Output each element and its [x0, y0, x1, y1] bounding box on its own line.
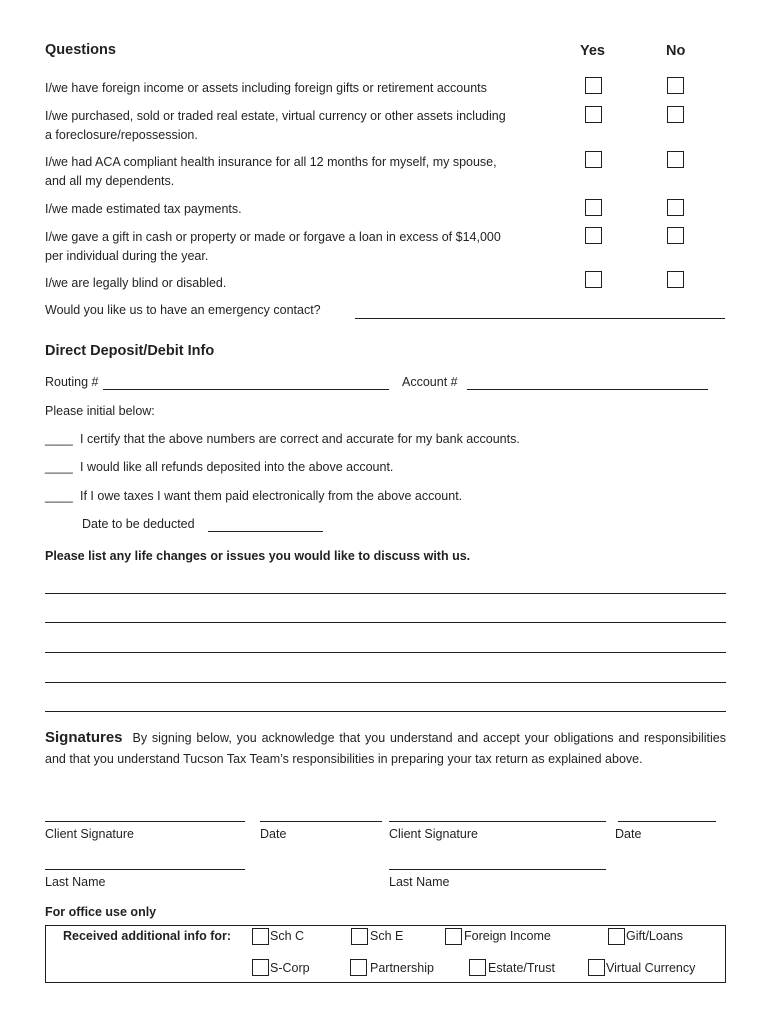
initial-blank-refunds[interactable]: ____ [45, 460, 73, 474]
certify-statement: I certify that the above numbers are correct and accurate for my bank accounts. [80, 432, 520, 446]
virtual-currency-checkbox[interactable] [588, 959, 605, 976]
estate-trust-checkbox[interactable] [469, 959, 486, 976]
no-checkbox-foreign-income[interactable] [667, 77, 684, 94]
received-info-label: Received additional info for: [63, 929, 232, 943]
sch-c-checkbox[interactable] [252, 928, 269, 945]
yes-checkbox-gift-loan[interactable] [585, 227, 602, 244]
emergency-contact-line[interactable] [355, 318, 725, 319]
signatures-heading: Signatures [45, 729, 123, 746]
question-estimated-tax: I/we made estimated tax payments. [45, 202, 242, 216]
refunds-statement: I would like all refunds deposited into the above account. [80, 460, 394, 474]
date-2-line[interactable] [618, 821, 716, 822]
sch-e-checkbox[interactable] [351, 928, 368, 945]
yes-checkbox-blind-disabled[interactable] [585, 271, 602, 288]
signatures-paragraph [45, 727, 726, 770]
virtual-currency-label: Virtual Currency [606, 961, 696, 975]
client-signature-1-line[interactable] [45, 821, 245, 822]
client-signature-2-label: Client Signature [389, 827, 478, 841]
question-health-insurance: I/we had ACA compliant health insurance for all 12 months for myself, my spouse, and all my dependents. [45, 155, 497, 188]
yes-checkbox-health-insurance[interactable] [585, 151, 602, 168]
life-changes-line[interactable] [45, 593, 726, 594]
life-changes-line[interactable] [45, 652, 726, 653]
date-deducted-line[interactable] [208, 531, 323, 532]
life-changes-line[interactable] [45, 622, 726, 623]
initial-prompt: Please initial below: [45, 404, 155, 418]
initial-blank-certify[interactable]: ____ [45, 432, 73, 446]
foreign-income-label: Foreign Income [464, 929, 551, 943]
office-use-box [45, 925, 726, 983]
gift-loans-checkbox[interactable] [608, 928, 625, 945]
yes-checkbox-estimated-tax[interactable] [585, 199, 602, 216]
date-deducted-label: Date to be deducted [82, 517, 195, 531]
partnership-checkbox[interactable] [350, 959, 367, 976]
foreign-income-checkbox[interactable] [445, 928, 462, 945]
client-signature-1-label: Client Signature [45, 827, 134, 841]
partnership-label: Partnership [370, 961, 434, 975]
client-signature-2-line[interactable] [389, 821, 606, 822]
s-corp-label: S-Corp [270, 961, 310, 975]
gift-loans-label: Gift/Loans [626, 929, 683, 943]
date-1-label: Date [260, 827, 287, 841]
estate-trust-label: Estate/Trust [488, 961, 555, 975]
last-name-1-line[interactable] [45, 869, 245, 870]
question-blind-disabled: I/we are legally blind or disabled. [45, 276, 227, 290]
question-foreign-income: I/we have foreign income or assets including foreign gifts or retirement accounts [45, 81, 487, 95]
yes-checkbox-real-estate[interactable] [585, 106, 602, 123]
taxes-statement: If I owe taxes I want them paid electronically from the above account. [80, 489, 463, 503]
last-name-1-label: Last Name [45, 875, 106, 889]
no-checkbox-health-insurance[interactable] [667, 151, 684, 168]
last-name-2-line[interactable] [389, 869, 606, 870]
no-column-label: No [666, 43, 686, 59]
s-corp-checkbox[interactable] [252, 959, 269, 976]
life-changes-line[interactable] [45, 682, 726, 683]
question-real-estate: I/we purchased, sold or traded real estate, virtual currency or other assets including a foreclosure/repossession. [45, 109, 506, 142]
deposit-heading: Direct Deposit/Debit Info [45, 343, 215, 359]
no-checkbox-blind-disabled[interactable] [667, 271, 684, 288]
question-gift-loan: I/we gave a gift in cash or property or made or forgave a loan in excess of $14,000 per individual during the year. [45, 230, 501, 263]
signatures-text: By signing below, you acknowledge that you understand and accept your obligations and responsibilities and that you understand Tucson Tax Team’s responsibilities in preparing your tax return as explained above. [45, 731, 726, 766]
last-name-2-label: Last Name [389, 875, 450, 889]
office-use-heading: For office use only [45, 905, 157, 919]
date-1-line[interactable] [260, 821, 382, 822]
account-label: Account # [402, 375, 458, 389]
date-2-label: Date [615, 827, 642, 841]
routing-number-line[interactable] [103, 389, 389, 390]
questions-heading: Questions [45, 42, 116, 58]
no-checkbox-real-estate[interactable] [667, 106, 684, 123]
account-number-line[interactable] [467, 389, 708, 390]
initial-blank-taxes[interactable]: ____ [45, 489, 73, 503]
routing-label: Routing # [45, 375, 99, 389]
yes-checkbox-foreign-income[interactable] [585, 77, 602, 94]
yes-column-label: Yes [580, 43, 605, 59]
no-checkbox-estimated-tax[interactable] [667, 199, 684, 216]
sch-e-label: Sch E [370, 929, 404, 943]
life-changes-heading: Please list any life changes or issues you would like to discuss with us. [45, 549, 471, 563]
emergency-contact-label: Would you like us to have an emergency contact? [45, 303, 321, 317]
no-checkbox-gift-loan[interactable] [667, 227, 684, 244]
life-changes-line[interactable] [45, 711, 726, 712]
sch-c-label: Sch C [270, 929, 305, 943]
